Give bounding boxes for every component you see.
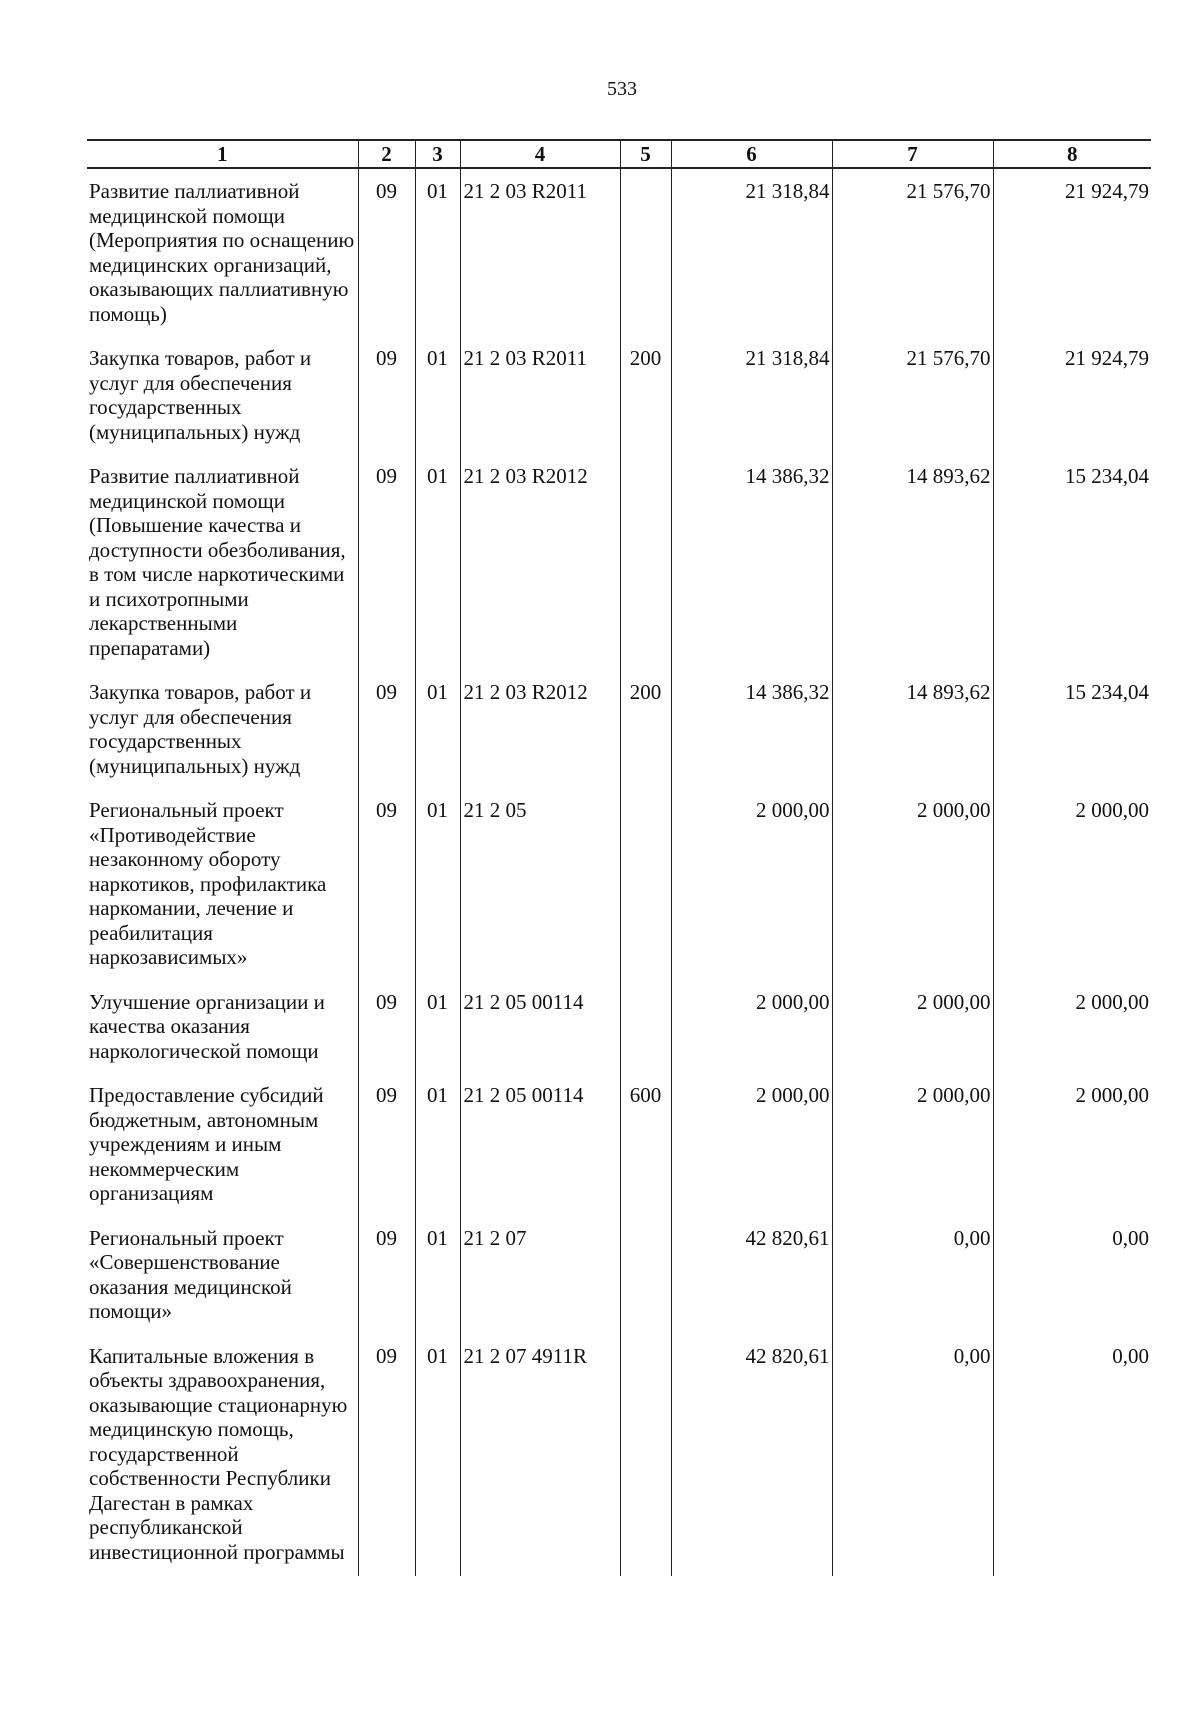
amount-year-2: 14 893,62: [832, 454, 993, 670]
subsection-code: 01: [415, 980, 460, 1074]
expense-type-code: [620, 1334, 671, 1577]
amount-year-3: 15 234,04: [993, 454, 1151, 670]
subsection-code: 01: [415, 336, 460, 454]
amount-year-3: 21 924,79: [993, 168, 1151, 336]
section-code: 09: [358, 1216, 415, 1334]
item-name: Развитие паллиативной медицинской помощи (Мероприятия по оснащению медицинских организаций, оказывающих паллиативную помощь): [89, 179, 355, 326]
expense-type-code: 200: [620, 336, 671, 454]
amount-year-1: 2 000,00: [671, 1073, 832, 1216]
amount-year-3: 2 000,00: [993, 788, 1151, 980]
item-name: Улучшение организации и качества оказания наркологической помощи: [89, 989, 325, 1063]
amount-year-2: 0,00: [832, 1216, 993, 1334]
subsection-code: 01: [415, 670, 460, 788]
header-col-8: 8: [993, 140, 1151, 168]
subsection-code: 01: [415, 1334, 460, 1577]
target-article-code: 21 2 07 4911R: [460, 1334, 620, 1577]
amount-year-3: 2 000,00: [993, 1073, 1151, 1216]
table-row: [87, 788, 1151, 980]
amount-year-1: 42 820,61: [671, 1334, 832, 1577]
subsection-code: 01: [415, 1216, 460, 1334]
table-row: [87, 1073, 1151, 1216]
section-code: 09: [358, 788, 415, 980]
header-col-7: 7: [832, 140, 993, 168]
amount-year-3: 0,00: [993, 1334, 1151, 1577]
amount-year-1: 2 000,00: [671, 980, 832, 1074]
subsection-code: 01: [415, 168, 460, 336]
target-article-code: 21 2 03 R2012: [460, 454, 620, 670]
section-code: 09: [358, 1073, 415, 1216]
header-col-3: 3: [415, 140, 460, 168]
amount-year-2: 2 000,00: [832, 980, 993, 1074]
budget-table: [87, 139, 1151, 1576]
expense-type-code: [620, 1216, 671, 1334]
target-article-code: 21 2 03 R2011: [460, 336, 620, 454]
amount-year-3: 0,00: [993, 1216, 1151, 1334]
amount-year-2: 2 000,00: [832, 788, 993, 980]
section-code: 09: [358, 980, 415, 1074]
section-code: 09: [358, 1334, 415, 1577]
expense-type-code: [620, 454, 671, 670]
item-name: Региональный проект «Противодействие незаконному обороту наркотиков, профилактика наркомании, лечение и реабилитация наркозависимых»: [89, 798, 327, 969]
subsection-code: 01: [415, 788, 460, 980]
amount-year-3: 15 234,04: [993, 670, 1151, 788]
section-code: 09: [358, 670, 415, 788]
item-name: Закупка товаров, работ и услуг для обеспечения государственных (муниципальных) нужд: [89, 346, 312, 444]
amount-year-3: 2 000,00: [993, 980, 1151, 1074]
section-code: 09: [358, 454, 415, 670]
amount-year-1: 2 000,00: [671, 788, 832, 980]
amount-year-2: 2 000,00: [832, 1073, 993, 1216]
subsection-code: 01: [415, 1073, 460, 1216]
target-article-code: 21 2 05 00114: [460, 1073, 620, 1216]
page-number: 533: [607, 78, 637, 100]
table-row: [87, 670, 1151, 788]
amount-year-1: 21 318,84: [671, 168, 832, 336]
header-row: [87, 140, 1151, 168]
target-article-code: 21 2 03 R2011: [460, 168, 620, 336]
amount-year-1: 42 820,61: [671, 1216, 832, 1334]
amount-year-1: 14 386,32: [671, 454, 832, 670]
table-row: [87, 168, 1151, 336]
amount-year-2: 21 576,70: [832, 336, 993, 454]
subsection-code: 01: [415, 454, 460, 670]
table-row: [87, 1334, 1151, 1577]
table-row: [87, 980, 1151, 1074]
expense-type-code: [620, 788, 671, 980]
header-col-4: 4: [460, 140, 620, 168]
item-name: Закупка товаров, работ и услуг для обеспечения государственных (муниципальных) нужд: [89, 680, 312, 778]
target-article-code: 21 2 05: [460, 788, 620, 980]
header-col-1: 1: [87, 140, 358, 168]
section-code: 09: [358, 168, 415, 336]
header-col-2: 2: [358, 140, 415, 168]
header-col-5: 5: [620, 140, 671, 168]
target-article-code: 21 2 03 R2012: [460, 670, 620, 788]
item-name: Развитие паллиативной медицинской помощи (Повышение качества и доступности обезболивания, в том числе наркотическими и психотропными лекарственными препаратами): [89, 464, 346, 660]
amount-year-1: 21 318,84: [671, 336, 832, 454]
expense-type-code: 200: [620, 670, 671, 788]
expense-type-code: 600: [620, 1073, 671, 1216]
amount-year-3: 21 924,79: [993, 336, 1151, 454]
target-article-code: 21 2 05 00114: [460, 980, 620, 1074]
item-name: Капитальные вложения в объекты здравоохранения, оказывающие стационарную медицинскую помощь, государственной собственности Республики Дагестан в рамках республиканской инвестиционной программы: [89, 1343, 348, 1564]
expense-type-code: [620, 168, 671, 336]
item-name: Предоставление субсидий бюджетным, автономным учреждениям и иным некоммерческим организациям: [89, 1083, 324, 1205]
amount-year-1: 14 386,32: [671, 670, 832, 788]
amount-year-2: 14 893,62: [832, 670, 993, 788]
target-article-code: 21 2 07: [460, 1216, 620, 1334]
header-col-6: 6: [671, 140, 832, 168]
section-code: 09: [358, 336, 415, 454]
item-name: Региональный проект «Совершенствование оказания медицинской помощи»: [89, 1225, 292, 1323]
amount-year-2: 21 576,70: [832, 168, 993, 336]
expense-type-code: [620, 980, 671, 1074]
table-row: [87, 454, 1151, 670]
table-row: [87, 336, 1151, 454]
amount-year-2: 0,00: [832, 1334, 993, 1577]
table-row: [87, 1216, 1151, 1334]
